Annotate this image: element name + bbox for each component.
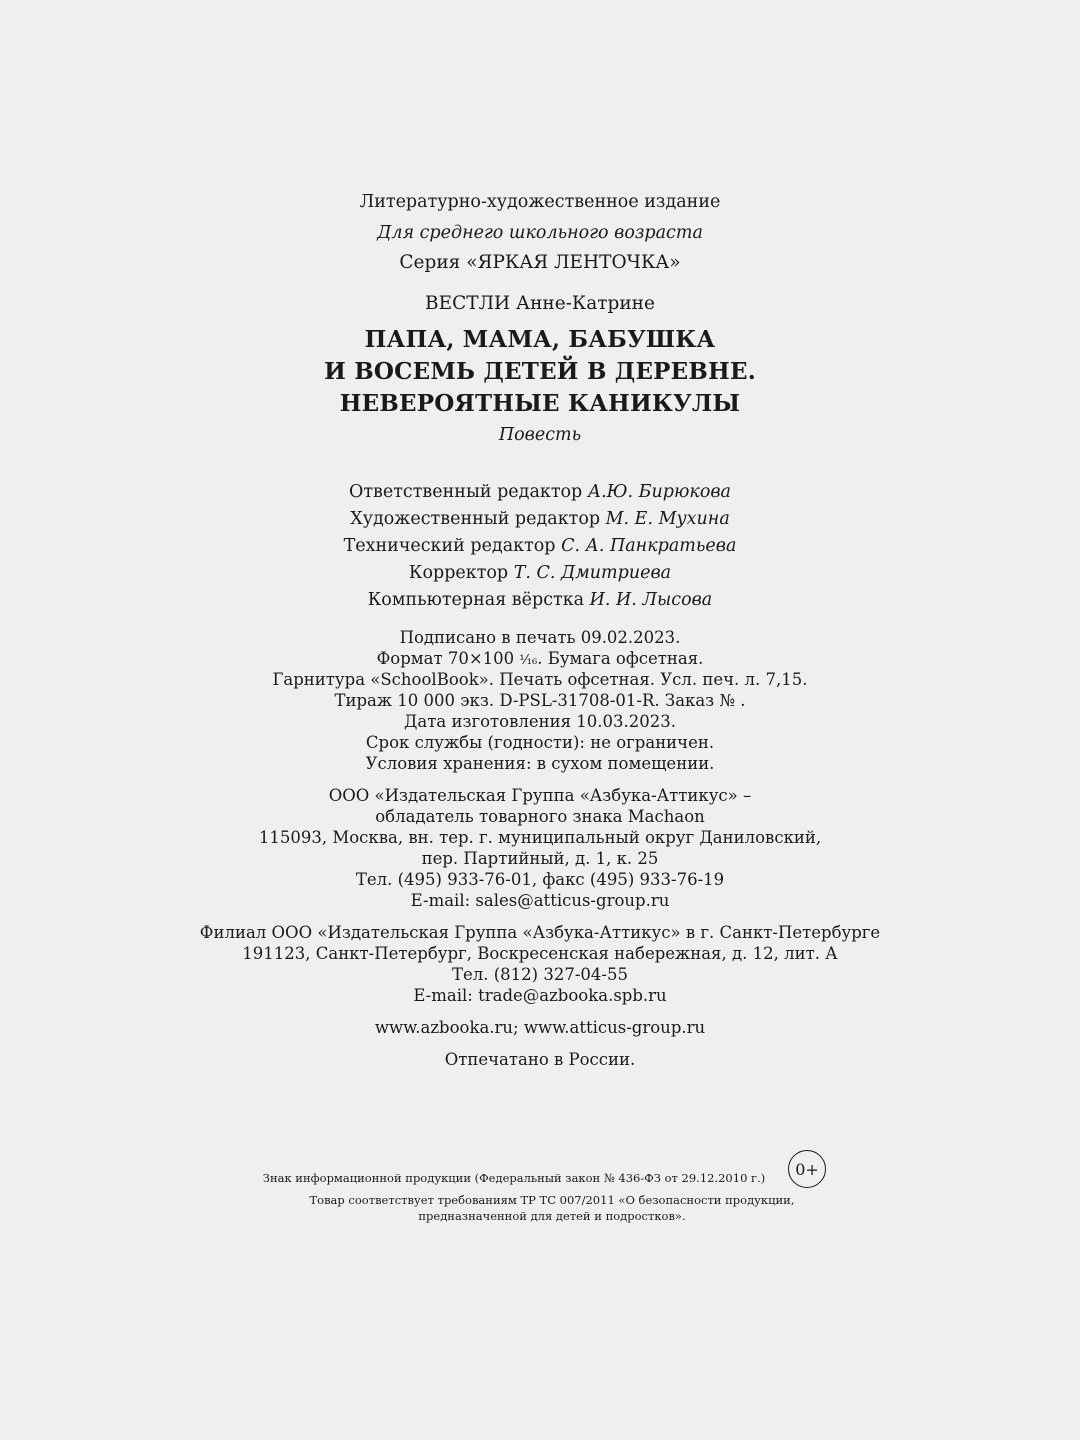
credit-row <box>0 508 1080 530</box>
publisher-email: E-mail: sales@atticus-group.ru <box>410 891 670 910</box>
publisher-line: Тел. (495) 933-76-01, факс (495) 933-76-19 <box>355 870 725 889</box>
format-info <box>0 649 1080 671</box>
author-name: ВЕСТЛИ Анне-Катрине <box>425 293 655 314</box>
credit-person: И. И. Лысова <box>589 590 713 610</box>
branch-line: Тел. (812) 327-04-55 <box>452 965 628 984</box>
publisher-line: ООО «Издательская Группа «Азбука-Аттикус» – <box>328 786 752 805</box>
genre: Повесть <box>498 425 582 445</box>
branch-email: E-mail: trade@azbooka.spb.ru <box>413 986 667 1005</box>
credit-role: Технический редактор <box>343 536 556 556</box>
credit-role: Ответственный редактор <box>349 482 583 502</box>
credit-row <box>0 589 1080 611</box>
info-mark-text: Знак информационной продукции (Федеральный закон № 436-ФЗ от 29.12.2010 г.) <box>262 1171 766 1185</box>
credit-person: С. А. Панкратьева <box>561 536 737 556</box>
book-title-line-2: И ВОСЕМЬ ДЕТЕЙ В ДЕРЕВНЕ. <box>324 358 756 385</box>
publisher-line: обладатель товарного знака Machaon <box>375 807 705 826</box>
credit-person: А.Ю. Бирюкова <box>587 482 731 502</box>
credit-row <box>0 562 1080 584</box>
format-fraction: ¹⁄₁₆ <box>519 653 538 668</box>
book-title-line-1: ПАПА, МАМА, БАБУШКА <box>364 326 716 353</box>
compliance-line: Товар соответствует требованиям ТР ТС 007/2011 «О безопасности продукции, <box>309 1193 795 1207</box>
age-rating-badge: 0+ <box>788 1150 826 1188</box>
series-name: Серия «ЯРКАЯ ЛЕНТОЧКА» <box>399 252 681 273</box>
credit-role: Художественный редактор <box>350 509 601 529</box>
compliance-line: предназначенной для детей и подростков». <box>418 1209 686 1223</box>
websites: www.azbooka.ru; www.atticus-group.ru <box>374 1018 706 1037</box>
print-run: Тираж 10 000 экз. D-PSL-31708-01-R. Заказ № . <box>334 691 746 710</box>
book-title-line-3: НЕВЕРОЯТНЫЕ КАНИКУЛЫ <box>339 390 741 417</box>
credit-row <box>0 535 1080 557</box>
storage-conditions: Условия хранения: в сухом помещении. <box>365 754 715 773</box>
format-suffix: . Бумага офсетная. <box>537 649 704 668</box>
manufacture-date: Дата изготовления 10.03.2023. <box>403 712 676 731</box>
printed-in: Отпечатано в России. <box>444 1050 636 1069</box>
shelf-life: Срок службы (годности): не ограничен. <box>365 733 715 752</box>
branch-line: 191123, Санкт-Петербург, Воскресенская набережная, д. 12, лит. А <box>242 944 838 963</box>
publisher-line: 115093, Москва, вн. тер. г. муниципальный округ Даниловский, <box>258 828 822 847</box>
typeface-info: Гарнитура «SchoolBook». Печать офсетная. Усл. печ. л. 7,15. <box>272 670 808 689</box>
credit-role: Корректор <box>408 563 509 583</box>
credit-person: М. Е. Мухина <box>605 509 730 529</box>
signed-date: Подписано в печать 09.02.2023. <box>399 628 681 647</box>
edition-type: Литературно-художественное издание <box>359 192 721 212</box>
credit-person: Т. С. Дмитриева <box>513 563 672 583</box>
credit-role: Компьютерная вёрстка <box>367 590 585 610</box>
publisher-line: пер. Партийный, д. 1, к. 25 <box>421 849 659 868</box>
age-group: Для среднего школьного возраста <box>377 223 703 243</box>
format-prefix: Формат 70×100 <box>376 649 520 668</box>
branch-line: Филиал ООО «Издательская Группа «Азбука-Аттикус» в г. Санкт-Петербурге <box>199 923 881 942</box>
credit-row <box>0 481 1080 503</box>
